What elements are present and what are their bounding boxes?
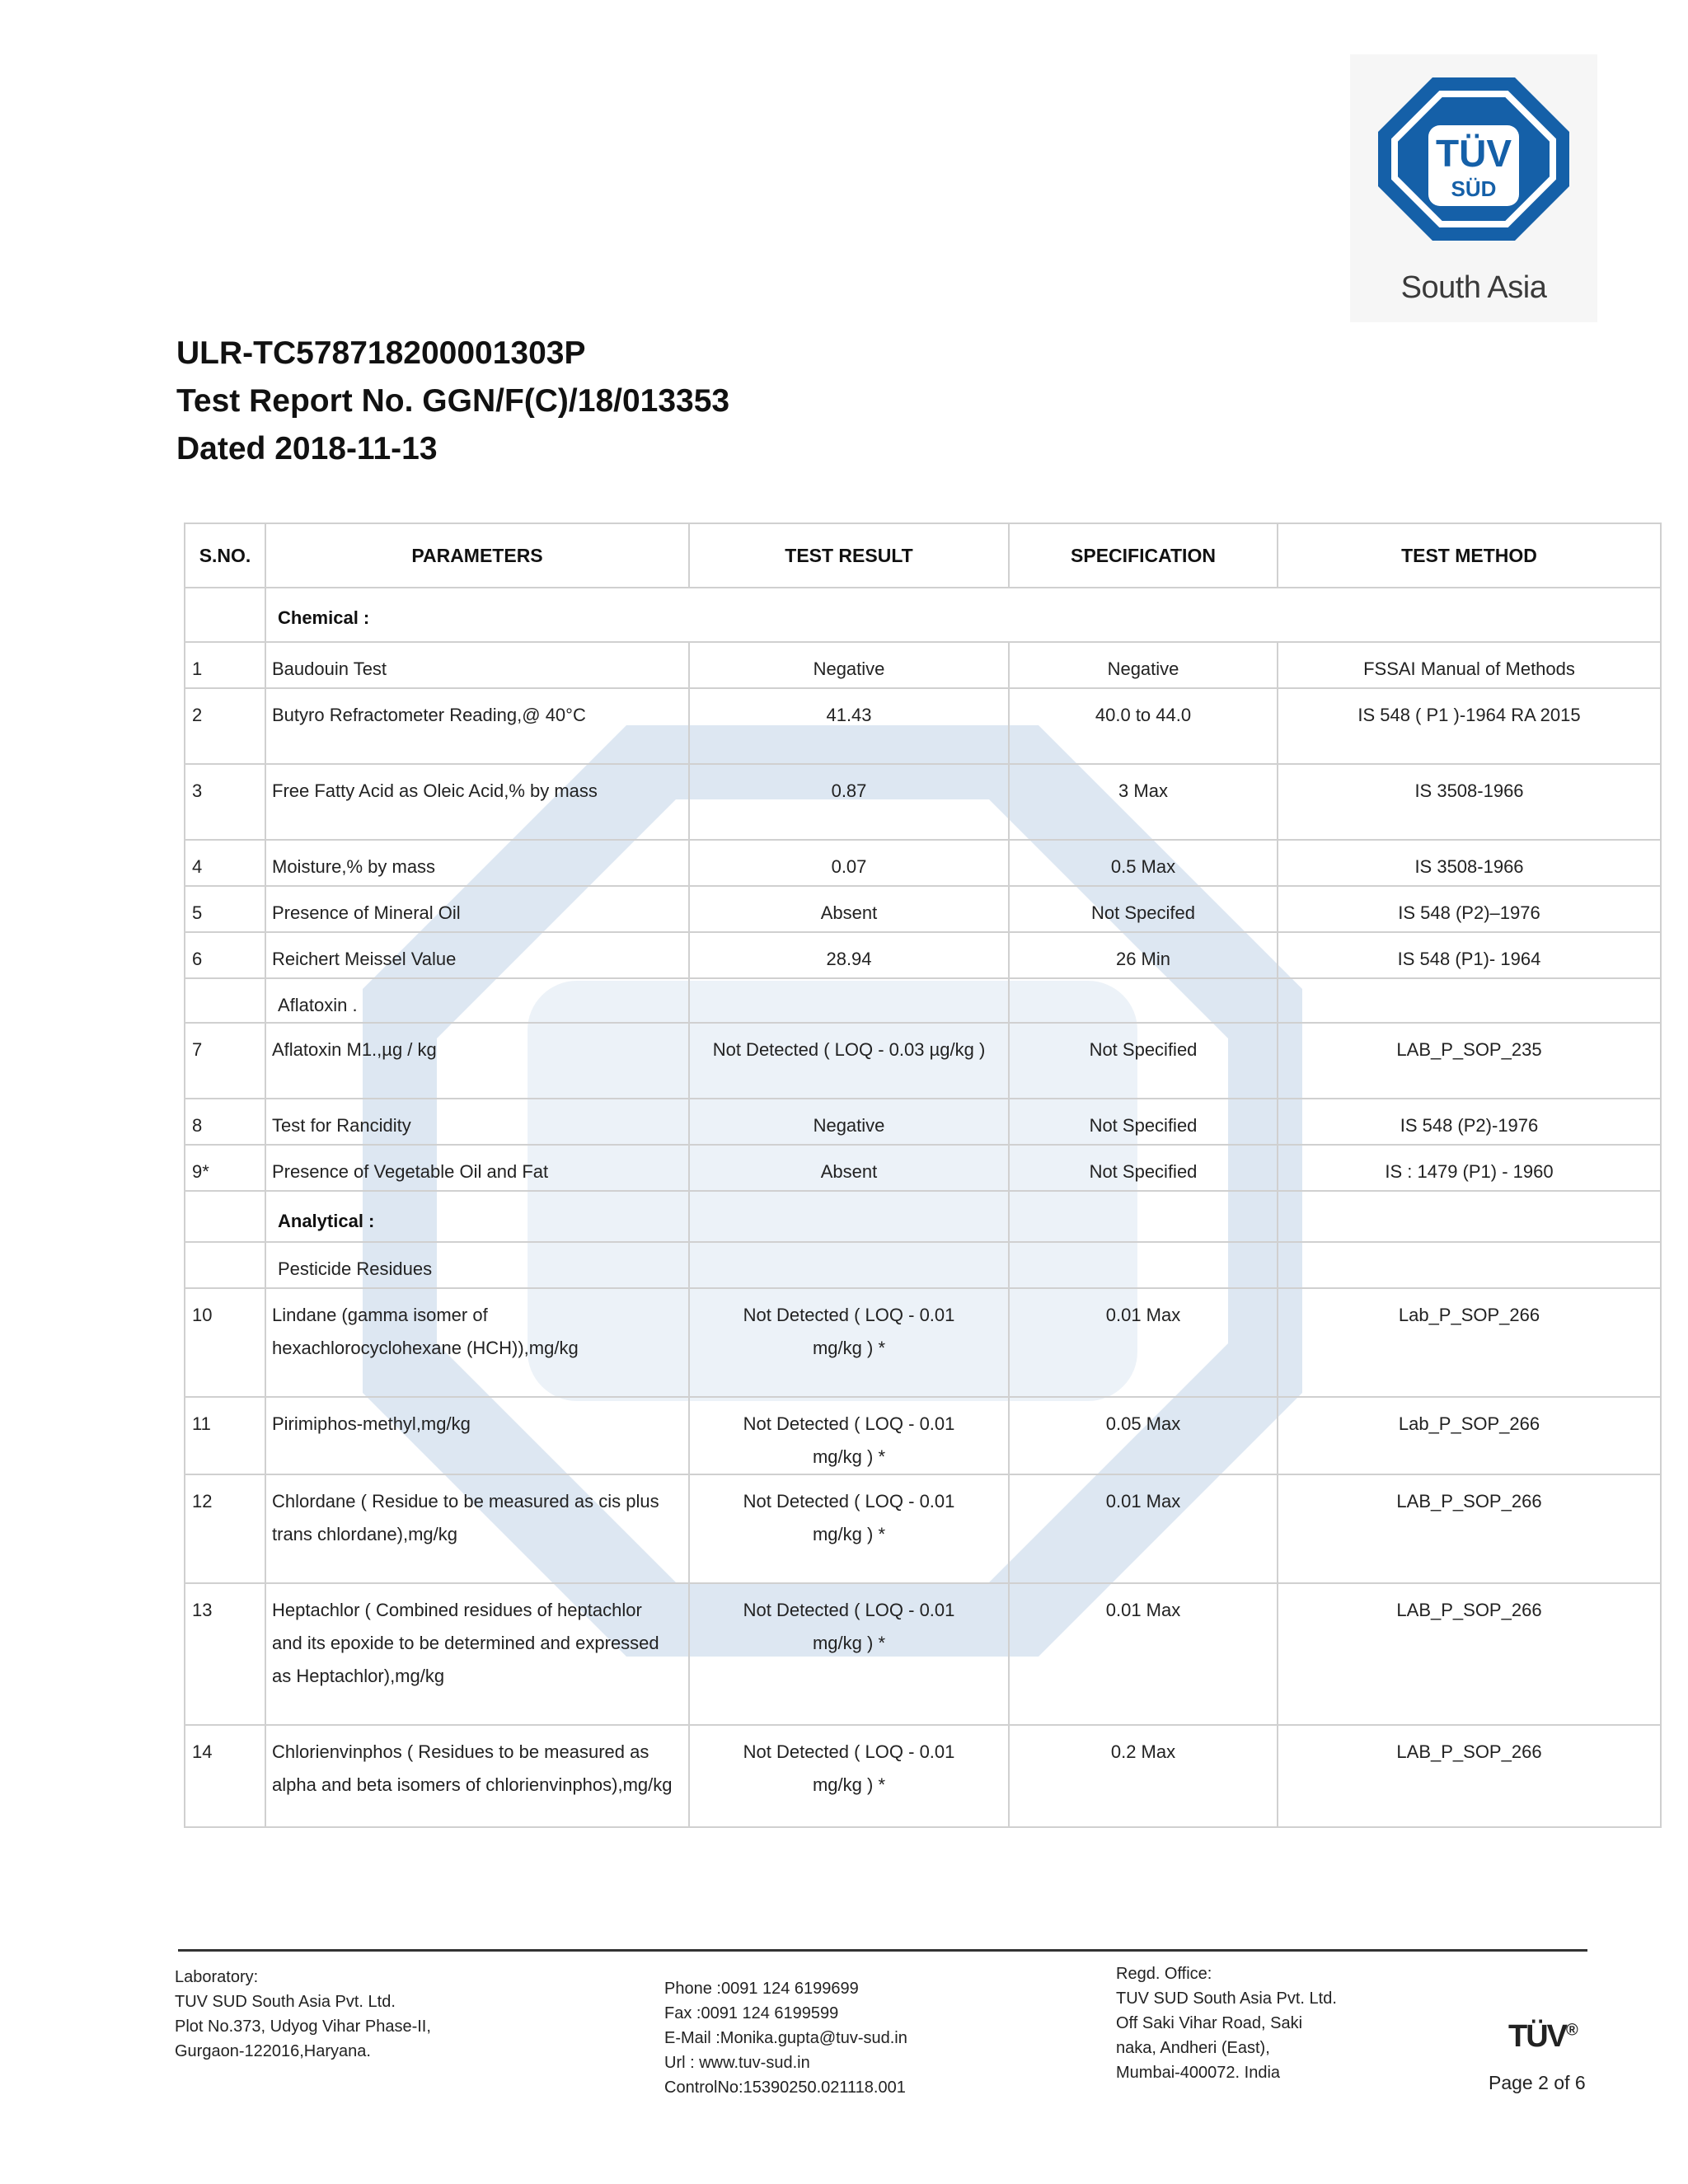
cell-result: 0.07 [689, 840, 1009, 886]
footer-line: Off Saki Vihar Road, Saki [1116, 2014, 1303, 2032]
header-test-method: TEST METHOD [1278, 523, 1661, 588]
section-row-chemical [185, 588, 1661, 642]
results-table [184, 523, 1662, 1828]
cell-sno: 2 [185, 688, 265, 764]
footer-tuv-mark [1508, 2019, 1578, 2055]
cell-method: IS 548 ( P1 )-1964 RA 2015 [1278, 688, 1661, 764]
cell-specification: Not Specified [1009, 1145, 1278, 1191]
logo-sub-text: SÜD [1451, 176, 1497, 201]
cell-specification: Not Specifed [1009, 886, 1278, 932]
cell-sno: 9* [185, 1145, 265, 1191]
logo-caption: South Asia [1400, 270, 1547, 305]
cell-parameter: Pirimiphos-methyl,mg/kg [265, 1397, 689, 1474]
report-date: Dated 2018-11-13 [176, 431, 438, 466]
table-row [185, 688, 1661, 764]
logo-brand-text: TÜV [1436, 132, 1512, 175]
cell-parameter: Moisture,% by mass [265, 840, 689, 886]
cell-sno: 1 [185, 642, 265, 688]
cell-result: Not Detected ( LOQ - 0.01 mg/kg ) * [689, 1397, 1009, 1474]
section-label: Pesticide Residues [265, 1242, 689, 1288]
header-specification: SPECIFICATION [1009, 523, 1278, 588]
table-row [185, 1145, 1661, 1191]
footer-divider [178, 1949, 1587, 1952]
cell-method: IS 548 (P2)–1976 [1278, 886, 1661, 932]
cell-result: Absent [689, 886, 1009, 932]
cell-specification: 0.01 Max [1009, 1583, 1278, 1725]
header-test-result: TEST RESULT [689, 523, 1009, 588]
cell-parameter: Test for Rancidity [265, 1099, 689, 1145]
cell-specification: 40.0 to 44.0 [1009, 688, 1278, 764]
section-label: Chemical : [278, 607, 370, 628]
cell-parameter: Lindane (gamma isomer of hexachlorocyclohexane (HCH)),mg/kg [265, 1288, 689, 1397]
cell-result: Not Detected ( LOQ - 0.01 mg/kg ) * [689, 1474, 1009, 1583]
cell-specification: 0.01 Max [1009, 1474, 1278, 1583]
tuv-sud-logo [1350, 54, 1597, 322]
footer-line: Regd. Office: [1116, 1965, 1212, 1983]
table-row [185, 1474, 1661, 1583]
cell-method: LAB_P_SOP_235 [1278, 1023, 1661, 1099]
registered-mark: ® [1566, 2021, 1578, 2040]
footer-line: Plot No.373, Udyog Vihar Phase-II, [175, 2018, 431, 2036]
cell-specification: Not Specified [1009, 1099, 1278, 1145]
cell-result: 0.87 [689, 764, 1009, 840]
cell-method: LAB_P_SOP_266 [1278, 1725, 1661, 1827]
footer-fax: Fax :0091 124 6199599 [664, 2004, 839, 2022]
cell-parameter: Free Fatty Acid as Oleic Acid,% by mass [265, 764, 689, 840]
cell-specification: 0.5 Max [1009, 840, 1278, 886]
footer-contact [664, 1976, 907, 2100]
cell-result: Negative [689, 642, 1009, 688]
table-row [185, 932, 1661, 978]
cell-method: LAB_P_SOP_266 [1278, 1474, 1661, 1583]
cell-parameter: Baudouin Test [265, 642, 689, 688]
cell-sno: 7 [185, 1023, 265, 1099]
footer-laboratory [175, 1965, 431, 2064]
cell-result: 28.94 [689, 932, 1009, 978]
cell-parameter: Reichert Meissel Value [265, 932, 689, 978]
cell-result: Not Detected ( LOQ - 0.03 µg/kg ) [689, 1023, 1009, 1099]
footer-registered-office [1116, 1961, 1337, 2085]
footer-line: TUV SUD South Asia Pvt. Ltd. [175, 1993, 396, 2011]
table-row [185, 1288, 1661, 1397]
footer-line: Laboratory: [175, 1968, 259, 1986]
cell-specification: 26 Min [1009, 932, 1278, 978]
cell-sno: 6 [185, 932, 265, 978]
cell-specification: 0.2 Max [1009, 1725, 1278, 1827]
footer-control-no: ControlNo:15390250.021118.001 [664, 2079, 906, 2097]
cell-sno: 4 [185, 840, 265, 886]
cell-result: Not Detected ( LOQ - 0.01 mg/kg ) * [689, 1288, 1009, 1397]
report-number: Test Report No. GGN/F(C)/18/013353 [176, 383, 730, 419]
table-row [185, 642, 1661, 688]
cell-parameter: Presence of Vegetable Oil and Fat [265, 1145, 689, 1191]
cell-result: Not Detected ( LOQ - 0.01 mg/kg ) * [689, 1583, 1009, 1725]
cell-result: Not Detected ( LOQ - 0.01 mg/kg ) * [689, 1725, 1009, 1827]
report-heading [176, 330, 729, 473]
footer-phone: Phone :0091 124 6199699 [664, 1980, 859, 1998]
cell-parameter: Chlordane ( Residue to be measured as cis plus trans chlordane),mg/kg [265, 1474, 689, 1583]
footer-email: E-Mail :Monika.gupta@tuv-sud.in [664, 2029, 907, 2047]
page-number: Page 2 of 6 [1489, 2072, 1586, 2093]
cell-method: IS 548 (P2)-1976 [1278, 1099, 1661, 1145]
section-row-analytical [185, 1191, 1661, 1242]
footer-line: naka, Andheri (East), [1116, 2039, 1270, 2057]
footer-url: Url : www.tuv-sud.in [664, 2054, 810, 2072]
octagon-logo-icon [1350, 54, 1597, 260]
cell-result: 41.43 [689, 688, 1009, 764]
footer-brand: TÜV [1508, 2019, 1566, 2054]
table-row [185, 1397, 1661, 1474]
cell-specification: 3 Max [1009, 764, 1278, 840]
table-row [185, 886, 1661, 932]
table-row [185, 840, 1661, 886]
section-label: Analytical : [278, 1211, 375, 1231]
cell-method: IS 3508-1966 [1278, 840, 1661, 886]
cell-sno: 11 [185, 1397, 265, 1474]
table-header-row [185, 523, 1661, 588]
table-row [185, 1099, 1661, 1145]
cell-result: Negative [689, 1099, 1009, 1145]
ulr-number: ULR-TC578718200001303P [176, 335, 586, 371]
table-row [185, 1023, 1661, 1099]
cell-parameter: Heptachlor ( Combined residues of heptachlor and its epoxide to be determined and expressed as Heptachlor),mg/kg [265, 1583, 689, 1725]
cell-method: Lab_P_SOP_266 [1278, 1288, 1661, 1397]
cell-method: FSSAI Manual of Methods [1278, 642, 1661, 688]
cell-method: IS : 1479 (P1) - 1960 [1278, 1145, 1661, 1191]
cell-sno: 13 [185, 1583, 265, 1725]
cell-parameter: Butyro Refractometer Reading,@ 40°C [265, 688, 689, 764]
cell-specification: Negative [1009, 642, 1278, 688]
header-parameters: PARAMETERS [265, 523, 689, 588]
cell-sno: 12 [185, 1474, 265, 1583]
cell-method: LAB_P_SOP_266 [1278, 1583, 1661, 1725]
footer-line: Gurgaon-122016,Haryana. [175, 2042, 371, 2060]
cell-sno: 10 [185, 1288, 265, 1397]
cell-parameter: Presence of Mineral Oil [265, 886, 689, 932]
cell-method: IS 3508-1966 [1278, 764, 1661, 840]
cell-sno: 3 [185, 764, 265, 840]
cell-parameter: Chlorienvinphos ( Residues to be measured as alpha and beta isomers of chlorienvinphos),mg/kg [265, 1725, 689, 1827]
section-row-aflatoxin [185, 978, 1661, 1023]
table-row [185, 764, 1661, 840]
cell-method: Lab_P_SOP_266 [1278, 1397, 1661, 1474]
cell-specification: 0.05 Max [1009, 1397, 1278, 1474]
section-label: Aflatoxin . [265, 978, 689, 1023]
cell-method: IS 548 (P1)- 1964 [1278, 932, 1661, 978]
cell-specification: 0.01 Max [1009, 1288, 1278, 1397]
header-sno: S.NO. [185, 523, 265, 588]
cell-parameter: Aflatoxin M1.,µg / kg [265, 1023, 689, 1099]
cell-specification: Not Specified [1009, 1023, 1278, 1099]
cell-sno: 5 [185, 886, 265, 932]
cell-result: Absent [689, 1145, 1009, 1191]
table-row [185, 1725, 1661, 1827]
cell-sno: 14 [185, 1725, 265, 1827]
footer-line: TUV SUD South Asia Pvt. Ltd. [1116, 1990, 1337, 2008]
table-row [185, 1583, 1661, 1725]
cell-sno: 8 [185, 1099, 265, 1145]
footer-line: Mumbai-400072. India [1116, 2064, 1281, 2082]
section-row-pesticide [185, 1242, 1661, 1288]
